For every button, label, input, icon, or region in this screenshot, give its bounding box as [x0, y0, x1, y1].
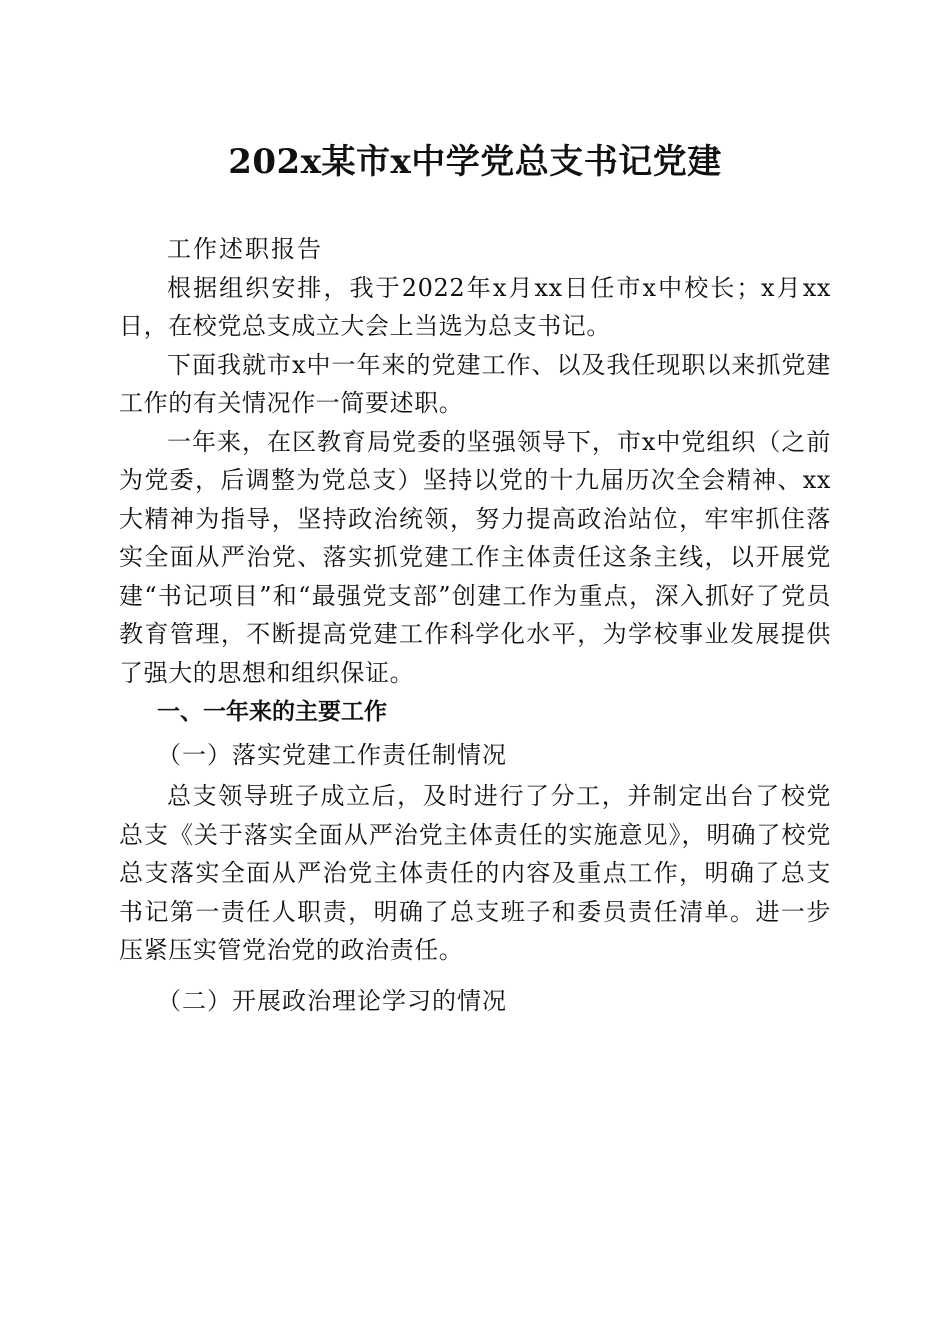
subsection-heading-theory-study: （二）开展政治理论学习的情况 [157, 986, 507, 1015]
paragraph-responsibility: 总支领导班子成立后，及时进行了分工，并制定出台了校党总支《关于落实全面从严治党主体责任的实施意见》，明确了校党总支落实全面从严治党主体责任的内容及重点工作，明确了总支书记第一责任人职责，明确了总支班子和委员责任清单。进一步压紧压实管党治党的政治责任。 [119, 782, 831, 964]
subsection-heading-responsibility: （一）落实党建工作责任制情况 [157, 741, 507, 769]
spacer [119, 970, 831, 979]
document-body [119, 230, 831, 1023]
paragraph-overview: 一年来，在区教育局党委的坚强领导下，市x中党组织（之前为党委，后调整为党总支）坚持以党的十九届历次全会精神、xx大精神为指导，坚持政治统领，努力提高政治站位，牢牢抓住落实全面从严治党、落实抓党建工作主体责任这条主线，以开展党建“书记项目”和“最强党支部”创建工作为重点，深入抓好了党员教育管理，不断提高党建工作科学化水平，为学校事业发展提供了强大的思想和组织保证。 [119, 427, 831, 687]
paragraph-intro: 下面我就市x中一年来的党建工作、以及我任现职以来抓党建工作的有关情况作一简要述职。 [119, 350, 831, 417]
paragraph-appointment: 根据组织安排，我于2022年x月xx日任市x中校长；x月xx日，在校党总支成立大会上当选为总支书记。 [119, 273, 831, 340]
section-heading-main-work: 一、一年来的主要工作 [157, 699, 387, 725]
document-title: 202x某市x中学党总支书记党建 [228, 142, 722, 182]
report-subtitle: 工作述职报告 [167, 235, 323, 263]
